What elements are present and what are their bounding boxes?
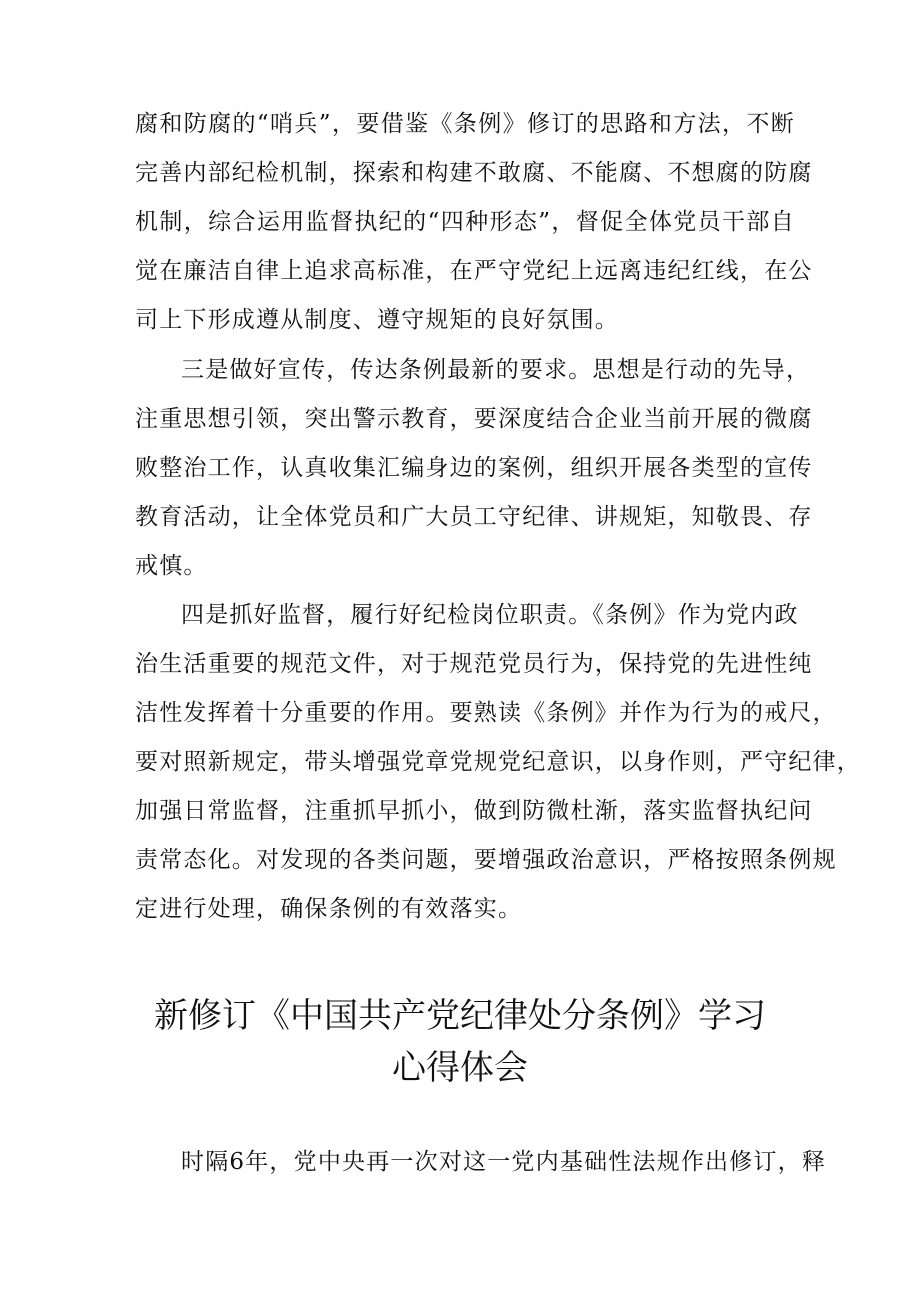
paragraph-line: 时隔6年，党中央再一次对这一党内基础性法规作出修订，释 — [181, 1149, 827, 1175]
paragraph-line: 加强日常监督，注重抓早抓小，做到防微杜渐，落实监督执纪问 — [135, 798, 813, 824]
paragraph-line: 责常态化。对发现的各类问题，要增强政治意识，严格按照条例规 — [135, 847, 837, 873]
paragraph-line: 败整治工作，认真收集汇编身边的案例，组织开展各类型的宣传 — [135, 455, 813, 481]
paragraph-line: 三是做好宣传，传达条例最新的要求。思想是行动的先导， — [181, 357, 811, 383]
paragraph-1 — [135, 100, 813, 345]
paragraph-2 — [135, 346, 813, 591]
paragraph-line: 司上下形成遵从制度、遵守规矩的良好氛围。 — [135, 307, 619, 333]
article-title — [0, 990, 920, 1094]
paragraph-line: 治生活重要的规范文件，对于规范党员行为，保持党的先进性纯 — [135, 651, 813, 677]
article-title-line-2: 心得体会 — [392, 1048, 528, 1088]
paragraph-line: 戒慎。 — [135, 553, 208, 579]
paragraph-line: 教育活动，让全体党员和广大员工守纪律、讲规矩，知敬畏、存 — [135, 504, 813, 530]
paragraph-line: 腐和防腐的“哨兵”，要借鉴《条例》修订的思路和方法，不断 — [135, 111, 795, 137]
paragraph-line: 四是抓好监督，履行好纪检岗位职责。《条例》作为党内政 — [181, 602, 799, 628]
paragraph-line: 要对照新规定，带头增强党章党规党纪意识，以身作则，严守纪律， — [135, 749, 861, 775]
paragraph-line: 机制，综合运用监督执纪的“四种形态”，督促全体党员干部自 — [135, 209, 795, 235]
paragraph-line: 洁性发挥着十分重要的作用。要熟读《条例》并作为行为的戒尺， — [135, 700, 837, 726]
paragraph-line: 定进行处理，确保条例的有效落实。 — [135, 896, 523, 922]
paragraph-line: 注重思想引领，突出警示教育，要深度结合企业当前开展的微腐 — [135, 406, 813, 432]
paragraph-line: 完善内部纪检机制，探索和构建不敢腐、不能腐、不想腐的防腐 — [135, 160, 813, 186]
closing-paragraph — [135, 1138, 827, 1187]
paragraph-3 — [135, 591, 861, 934]
paragraph-line: 觉在廉洁自律上追求高标准，在严守党纪上远离违纪红线，在公 — [135, 258, 813, 284]
article-title-line-1: 新修订《中国共产党纪律处分条例》学习 — [154, 996, 766, 1036]
